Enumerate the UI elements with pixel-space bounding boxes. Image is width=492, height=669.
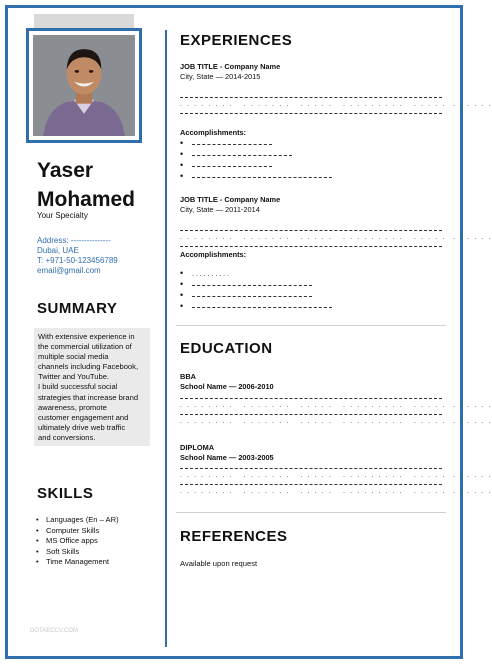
job-entry-1 bbox=[180, 62, 280, 81]
phone-line: T: +971-50-123456789 bbox=[37, 256, 118, 265]
placeholder-line bbox=[180, 230, 442, 231]
skill-item: • MS Office apps bbox=[34, 536, 119, 547]
job-location: City, State — 2011-2014 bbox=[180, 204, 260, 214]
skill-item: • Computer Skills bbox=[34, 526, 119, 537]
specialty: Your Specialty bbox=[37, 211, 88, 220]
skills-heading: SKILLS bbox=[37, 485, 94, 502]
summary-line: awareness, promote bbox=[38, 402, 107, 412]
accomplishments-label: Accomplishments: bbox=[180, 128, 247, 137]
email-link[interactable]: email@gmail.com bbox=[37, 266, 101, 275]
skill-item: • Languages (En – AR) bbox=[34, 515, 119, 526]
summary-line: Twitter and YouTube. bbox=[38, 372, 110, 382]
placeholder-line bbox=[180, 398, 442, 399]
accomplishment-item: • bbox=[180, 162, 272, 170]
placeholder-line: . . . . . . . . . . . . . . . . . . . . . . . . . . . . . . . . . . . . . . . . bbox=[180, 488, 492, 495]
summary-line: strategies that increase brand bbox=[38, 392, 139, 402]
accomplishment-item: • bbox=[180, 303, 332, 311]
summary-line: and conversions. bbox=[38, 432, 96, 442]
summary-line: I build successful social bbox=[38, 382, 118, 392]
placeholder-line: . . . . . . . . . . . . . . . . . . . . . . . . . . . . . . . . . . . . . . . . bbox=[180, 402, 492, 409]
placeholder-line bbox=[180, 414, 442, 415]
references-heading: REFERENCES bbox=[180, 528, 288, 545]
accomplishment-item: • bbox=[180, 140, 272, 148]
accomplishment-item: • bbox=[180, 151, 292, 159]
address-line: Address: --------------- bbox=[37, 236, 111, 245]
summary-line: With extensive experience in bbox=[38, 332, 135, 341]
skills-list bbox=[34, 515, 119, 568]
accomplishment-item: • bbox=[180, 173, 332, 181]
city-line: Dubai, UAE bbox=[37, 246, 79, 255]
school: School Name — 2006-2010 bbox=[180, 381, 274, 391]
references-text: Available upon request bbox=[180, 559, 258, 568]
placeholder-line bbox=[180, 97, 442, 98]
summary-line: multiple social media bbox=[38, 352, 109, 362]
accomplishments-label: Accomplishments: bbox=[180, 250, 247, 259]
education-entry-2 bbox=[180, 443, 274, 462]
summary-line: the commercial utilization of bbox=[38, 342, 132, 352]
accomplishment-item: • bbox=[180, 281, 312, 289]
summary-heading: SUMMARY bbox=[37, 300, 118, 317]
school: School Name — 2003-2005 bbox=[180, 452, 274, 462]
profile-photo-frame bbox=[26, 28, 142, 143]
watermark: DOTAECCV.COM bbox=[30, 628, 79, 634]
skill-item: • Soft Skills bbox=[34, 547, 119, 558]
job-title: JOB TITLE - Company Name bbox=[180, 195, 281, 204]
column-divider bbox=[165, 30, 167, 647]
job-entry-2 bbox=[180, 195, 280, 214]
degree: BBA bbox=[180, 372, 197, 381]
placeholder-line bbox=[180, 468, 442, 469]
summary-line: channels including Facebook, bbox=[38, 362, 139, 372]
placeholder-line: . . . . . . . . . . . . . . . . . . . . . . . . . . . . . . . . . . . . . . . . bbox=[180, 234, 492, 241]
placeholder-line: . . . . . . . . . . . . . . . . . . . . . . . . . . . . . . . . . . . . . . . . bbox=[180, 418, 492, 425]
skill-item: • Time Management bbox=[34, 557, 119, 568]
first-name: Yaser bbox=[37, 159, 94, 182]
section-divider bbox=[176, 512, 446, 513]
degree: DIPLOMA bbox=[180, 443, 215, 452]
accomplishment-item: • bbox=[180, 292, 312, 300]
accomplishment-item: • . . . . . . . . . . bbox=[180, 268, 229, 278]
summary-text bbox=[38, 332, 150, 443]
placeholder-line bbox=[180, 113, 442, 114]
placeholder-line: . . . . . . . . . . . . . . . . . . . . . . . . . . . . . . . . . . . . . . . . bbox=[180, 101, 492, 108]
summary-line: customer engagement and bbox=[38, 412, 129, 422]
education-entry-1 bbox=[180, 372, 274, 391]
placeholder-line bbox=[180, 484, 442, 485]
placeholder-line bbox=[180, 246, 442, 247]
job-location: City, State — 2014-2015 bbox=[180, 71, 261, 81]
placeholder-line: . . . . . . . . . . . . . . . . . . . . . . . . . . . . . . . . . . . . . . . . bbox=[180, 472, 492, 479]
experiences-heading: EXPERIENCES bbox=[180, 32, 293, 49]
last-name: Mohamed bbox=[37, 188, 136, 211]
section-divider bbox=[176, 325, 446, 326]
full-name bbox=[37, 156, 135, 214]
contact-block bbox=[37, 236, 118, 276]
education-heading: EDUCATION bbox=[180, 340, 273, 357]
summary-line: ultimately drive web traffic bbox=[38, 422, 126, 432]
job-title: JOB TITLE - Company Name bbox=[180, 62, 281, 71]
profile-photo bbox=[33, 35, 135, 136]
